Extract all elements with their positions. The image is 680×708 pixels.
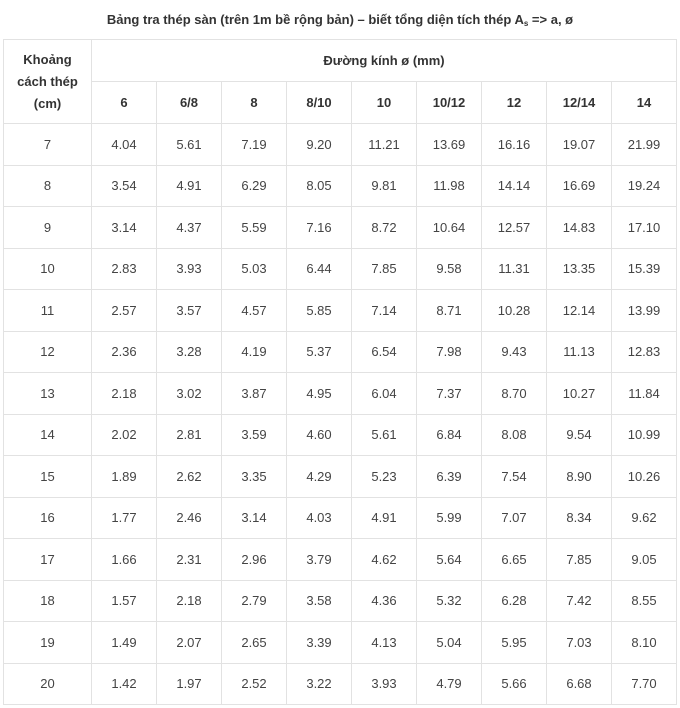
area-value-cell: 4.19: [222, 331, 287, 373]
area-value-cell: 2.57: [92, 290, 157, 332]
table-row: [4, 165, 677, 207]
area-value-cell: 7.70: [612, 663, 677, 705]
area-value-cell: 6.84: [417, 414, 482, 456]
area-value-cell: 17.10: [612, 207, 677, 249]
area-value-cell: 8.34: [547, 497, 612, 539]
area-value-cell: 5.66: [482, 663, 547, 705]
area-value-cell: 8.71: [417, 290, 482, 332]
area-value-cell: 1.97: [157, 663, 222, 705]
area-value-cell: 7.85: [352, 248, 417, 290]
table-row: [4, 580, 677, 622]
area-value-cell: 1.89: [92, 456, 157, 498]
area-value-cell: 5.59: [222, 207, 287, 249]
table-row: [4, 497, 677, 539]
area-value-cell: 8.55: [612, 580, 677, 622]
spacing-cell: 16: [4, 497, 92, 539]
area-value-cell: 8.10: [612, 622, 677, 664]
area-value-cell: 7.85: [547, 539, 612, 581]
spacing-cell: 7: [4, 124, 92, 166]
area-value-cell: 3.87: [222, 373, 287, 415]
area-value-cell: 2.36: [92, 331, 157, 373]
area-value-cell: 16.16: [482, 124, 547, 166]
area-value-cell: 2.18: [92, 373, 157, 415]
table-title-tail: => a, ø: [528, 12, 574, 27]
spacing-column-header: Khoảng cách thép (cm): [4, 40, 92, 124]
area-value-cell: 5.61: [157, 124, 222, 166]
area-value-cell: 1.66: [92, 539, 157, 581]
spacing-cell: 11: [4, 290, 92, 332]
area-value-cell: 6.54: [352, 331, 417, 373]
area-value-cell: 5.23: [352, 456, 417, 498]
area-value-cell: 7.54: [482, 456, 547, 498]
area-value-cell: 2.07: [157, 622, 222, 664]
area-value-cell: 9.54: [547, 414, 612, 456]
area-value-cell: 4.91: [352, 497, 417, 539]
area-value-cell: 4.95: [287, 373, 352, 415]
area-value-cell: 3.02: [157, 373, 222, 415]
area-value-cell: 3.79: [287, 539, 352, 581]
spacing-cell: 8: [4, 165, 92, 207]
area-value-cell: 13.35: [547, 248, 612, 290]
area-value-cell: 6.44: [287, 248, 352, 290]
spacing-cell: 18: [4, 580, 92, 622]
area-value-cell: 9.81: [352, 165, 417, 207]
area-value-cell: 2.62: [157, 456, 222, 498]
area-value-cell: 7.03: [547, 622, 612, 664]
spacing-cell: 20: [4, 663, 92, 705]
diameter-header-row: [4, 82, 677, 124]
area-value-cell: 3.54: [92, 165, 157, 207]
table-row: [4, 539, 677, 581]
table-header: [4, 40, 677, 124]
area-value-cell: 1.77: [92, 497, 157, 539]
area-value-cell: 2.79: [222, 580, 287, 622]
area-value-cell: 5.95: [482, 622, 547, 664]
area-value-cell: 4.36: [352, 580, 417, 622]
area-value-cell: 11.31: [482, 248, 547, 290]
area-value-cell: 21.99: [612, 124, 677, 166]
area-value-cell: 8.08: [482, 414, 547, 456]
area-value-cell: 10.99: [612, 414, 677, 456]
area-value-cell: 4.37: [157, 207, 222, 249]
area-value-cell: 4.62: [352, 539, 417, 581]
area-value-cell: 2.31: [157, 539, 222, 581]
area-value-cell: 9.05: [612, 539, 677, 581]
diameter-header-cell: 12: [482, 82, 547, 124]
area-value-cell: 7.37: [417, 373, 482, 415]
area-value-cell: 10.28: [482, 290, 547, 332]
area-value-cell: 16.69: [547, 165, 612, 207]
area-value-cell: 1.57: [92, 580, 157, 622]
diameter-header-cell: 8/10: [287, 82, 352, 124]
area-value-cell: 7.19: [222, 124, 287, 166]
area-value-cell: 6.65: [482, 539, 547, 581]
area-value-cell: 5.61: [352, 414, 417, 456]
area-value-cell: 6.29: [222, 165, 287, 207]
table-row: [4, 373, 677, 415]
area-value-cell: 3.35: [222, 456, 287, 498]
area-value-cell: 5.64: [417, 539, 482, 581]
area-value-cell: 3.14: [222, 497, 287, 539]
area-value-cell: 12.14: [547, 290, 612, 332]
spacing-cell: 17: [4, 539, 92, 581]
table-row: [4, 622, 677, 664]
area-value-cell: 2.18: [157, 580, 222, 622]
area-value-cell: 11.98: [417, 165, 482, 207]
area-value-cell: 13.69: [417, 124, 482, 166]
area-value-cell: 3.93: [157, 248, 222, 290]
area-value-cell: 14.14: [482, 165, 547, 207]
table-row: [4, 414, 677, 456]
table-row: [4, 290, 677, 332]
diameter-header-cell: 12/14: [547, 82, 612, 124]
area-value-cell: 3.39: [287, 622, 352, 664]
area-value-cell: 10.64: [417, 207, 482, 249]
area-value-cell: 9.58: [417, 248, 482, 290]
area-value-cell: 2.46: [157, 497, 222, 539]
area-value-cell: 5.85: [287, 290, 352, 332]
area-value-cell: 8.05: [287, 165, 352, 207]
spacing-cell: 12: [4, 331, 92, 373]
area-value-cell: 4.60: [287, 414, 352, 456]
area-value-cell: 6.04: [352, 373, 417, 415]
area-value-cell: 6.68: [547, 663, 612, 705]
area-value-cell: 3.22: [287, 663, 352, 705]
area-value-cell: 8.90: [547, 456, 612, 498]
area-value-cell: 8.70: [482, 373, 547, 415]
diameter-header-cell: 10: [352, 82, 417, 124]
area-value-cell: 4.57: [222, 290, 287, 332]
area-value-cell: 19.24: [612, 165, 677, 207]
area-value-cell: 14.83: [547, 207, 612, 249]
area-value-cell: 11.13: [547, 331, 612, 373]
area-value-cell: 2.02: [92, 414, 157, 456]
area-value-cell: 3.59: [222, 414, 287, 456]
table-row: [4, 124, 677, 166]
table-title-subscript: s: [523, 19, 529, 28]
area-value-cell: 12.57: [482, 207, 547, 249]
area-value-cell: 10.26: [612, 456, 677, 498]
area-value-cell: 2.83: [92, 248, 157, 290]
area-value-cell: 5.04: [417, 622, 482, 664]
area-value-cell: 4.04: [92, 124, 157, 166]
area-value-cell: 4.03: [287, 497, 352, 539]
diameter-header-cell: 14: [612, 82, 677, 124]
area-value-cell: 2.81: [157, 414, 222, 456]
area-value-cell: 5.32: [417, 580, 482, 622]
area-value-cell: 4.91: [157, 165, 222, 207]
area-value-cell: 3.28: [157, 331, 222, 373]
area-value-cell: 5.99: [417, 497, 482, 539]
table-row: [4, 248, 677, 290]
diameter-header-cell: 10/12: [417, 82, 482, 124]
area-value-cell: 3.14: [92, 207, 157, 249]
steel-area-table: [3, 39, 677, 705]
area-value-cell: 7.98: [417, 331, 482, 373]
area-value-cell: 4.29: [287, 456, 352, 498]
diameter-header-cell: 6/8: [157, 82, 222, 124]
area-value-cell: 5.37: [287, 331, 352, 373]
table-title-main: Bảng tra thép sàn (trên 1m bề rộng bản) – biết tổng diện tích thép A: [106, 12, 524, 27]
area-value-cell: 13.99: [612, 290, 677, 332]
area-value-cell: 9.20: [287, 124, 352, 166]
area-value-cell: 2.65: [222, 622, 287, 664]
area-value-cell: 9.43: [482, 331, 547, 373]
spacing-cell: 13: [4, 373, 92, 415]
table-row: [4, 331, 677, 373]
table-body: [4, 124, 677, 705]
area-value-cell: 10.27: [547, 373, 612, 415]
diameter-header-cell: 8: [222, 82, 287, 124]
area-value-cell: 5.03: [222, 248, 287, 290]
area-value-cell: 7.42: [547, 580, 612, 622]
area-value-cell: 7.07: [482, 497, 547, 539]
area-value-cell: 11.84: [612, 373, 677, 415]
area-value-cell: 3.58: [287, 580, 352, 622]
area-value-cell: 12.83: [612, 331, 677, 373]
table-row: [4, 663, 677, 705]
diameter-group-header: Đường kính ø (mm): [92, 40, 677, 82]
area-value-cell: 7.16: [287, 207, 352, 249]
area-value-cell: 19.07: [547, 124, 612, 166]
table-row: [4, 207, 677, 249]
area-value-cell: 2.52: [222, 663, 287, 705]
spacing-cell: 9: [4, 207, 92, 249]
area-value-cell: 15.39: [612, 248, 677, 290]
area-value-cell: 1.49: [92, 622, 157, 664]
area-value-cell: 6.28: [482, 580, 547, 622]
table-row: [4, 456, 677, 498]
area-value-cell: 4.13: [352, 622, 417, 664]
area-value-cell: 2.96: [222, 539, 287, 581]
diameter-header-cell: 6: [92, 82, 157, 124]
area-value-cell: 3.93: [352, 663, 417, 705]
spacing-cell: 10: [4, 248, 92, 290]
area-value-cell: 1.42: [92, 663, 157, 705]
area-value-cell: 3.57: [157, 290, 222, 332]
spacing-cell: 15: [4, 456, 92, 498]
area-value-cell: 8.72: [352, 207, 417, 249]
area-value-cell: 11.21: [352, 124, 417, 166]
spacing-cell: 14: [4, 414, 92, 456]
table-title: [3, 0, 677, 39]
area-value-cell: 4.79: [417, 663, 482, 705]
area-value-cell: 6.39: [417, 456, 482, 498]
area-value-cell: 9.62: [612, 497, 677, 539]
spacing-cell: 19: [4, 622, 92, 664]
area-value-cell: 7.14: [352, 290, 417, 332]
